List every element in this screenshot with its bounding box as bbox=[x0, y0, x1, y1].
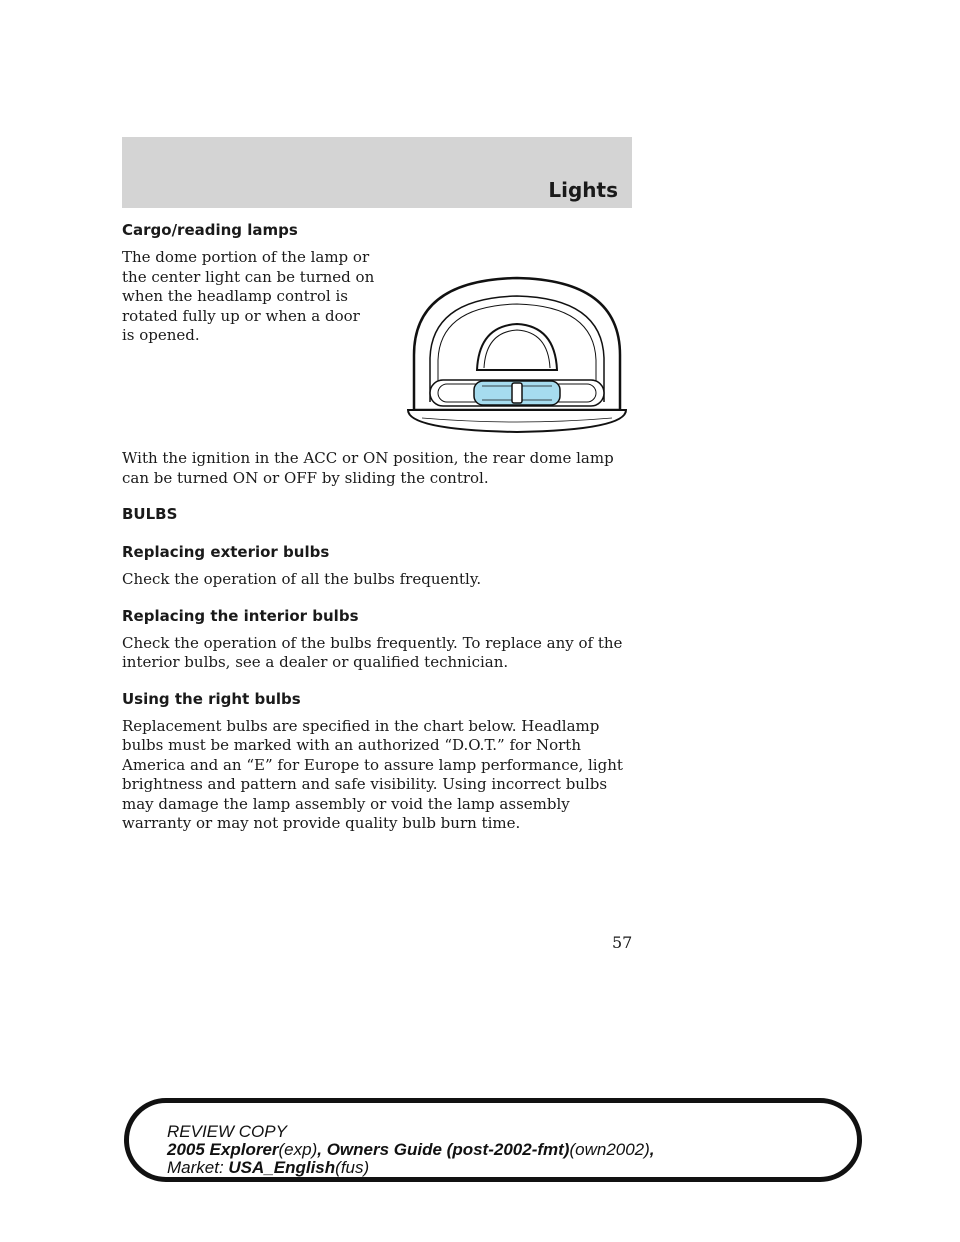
replacing-exterior-heading: Replacing exterior bulbs bbox=[122, 543, 330, 561]
section-title: Lights bbox=[548, 178, 618, 202]
cargo-lamps-heading: Cargo/reading lamps bbox=[122, 221, 298, 239]
cargo-lamps-intro: The dome portion of the lamp or the center light can be turned on when the headlamp control is rotated fully up or when a door is opened. bbox=[122, 248, 375, 344]
right-bulbs-text: Replacement bulbs are specified in the chart below. Headlamp bulbs must be marked with an authorized “D.O.T.” for North America and an “E” for Europe to assure lamp performance, light brightness and pattern and safe visibility. Using incorrect bulbs may damage the lamp assembly or void the lamp assembly warranty or may not provide quality bulb burn time. bbox=[122, 716, 623, 832]
replacing-interior-text: Check the operation of the bulbs frequently. To replace any of the interior bulbs, see a dealer or qualified technician. bbox=[122, 633, 623, 671]
review-separator: , bbox=[317, 1140, 327, 1159]
cargo-lamps-intro-row bbox=[122, 248, 632, 435]
replacing-exterior-text: Check the operation of all the bulbs frequently. bbox=[122, 570, 482, 588]
page-number: 57 bbox=[612, 933, 633, 952]
review-model: 2005 Explorer bbox=[167, 1140, 279, 1159]
review-separator: , bbox=[649, 1140, 655, 1159]
review-guide-code: (own2002) bbox=[569, 1140, 650, 1159]
review-model-code: (exp) bbox=[278, 1140, 318, 1159]
dome-lamp-illustration bbox=[402, 270, 632, 435]
review-copy-text bbox=[167, 1123, 655, 1177]
review-guide: Owners Guide (post-2002-fmt) bbox=[326, 1140, 570, 1159]
bulbs-heading: BULBS bbox=[122, 505, 178, 523]
review-market-code: (fus) bbox=[335, 1158, 370, 1177]
right-bulbs-heading: Using the right bulbs bbox=[122, 689, 301, 708]
page-content bbox=[122, 220, 632, 846]
section-header-band bbox=[122, 137, 632, 208]
review-copy-label: REVIEW COPY bbox=[167, 1122, 287, 1141]
cargo-lamps-ignition-text: With the ignition in the ACC or ON position, the rear dome lamp can be turned ON or OFF by sliding the control. bbox=[122, 449, 614, 487]
review-market-label: Market: bbox=[167, 1158, 229, 1177]
review-copy-box bbox=[124, 1098, 862, 1182]
review-market: USA_English bbox=[228, 1158, 336, 1177]
replacing-interior-heading: Replacing the interior bulbs bbox=[122, 606, 359, 625]
